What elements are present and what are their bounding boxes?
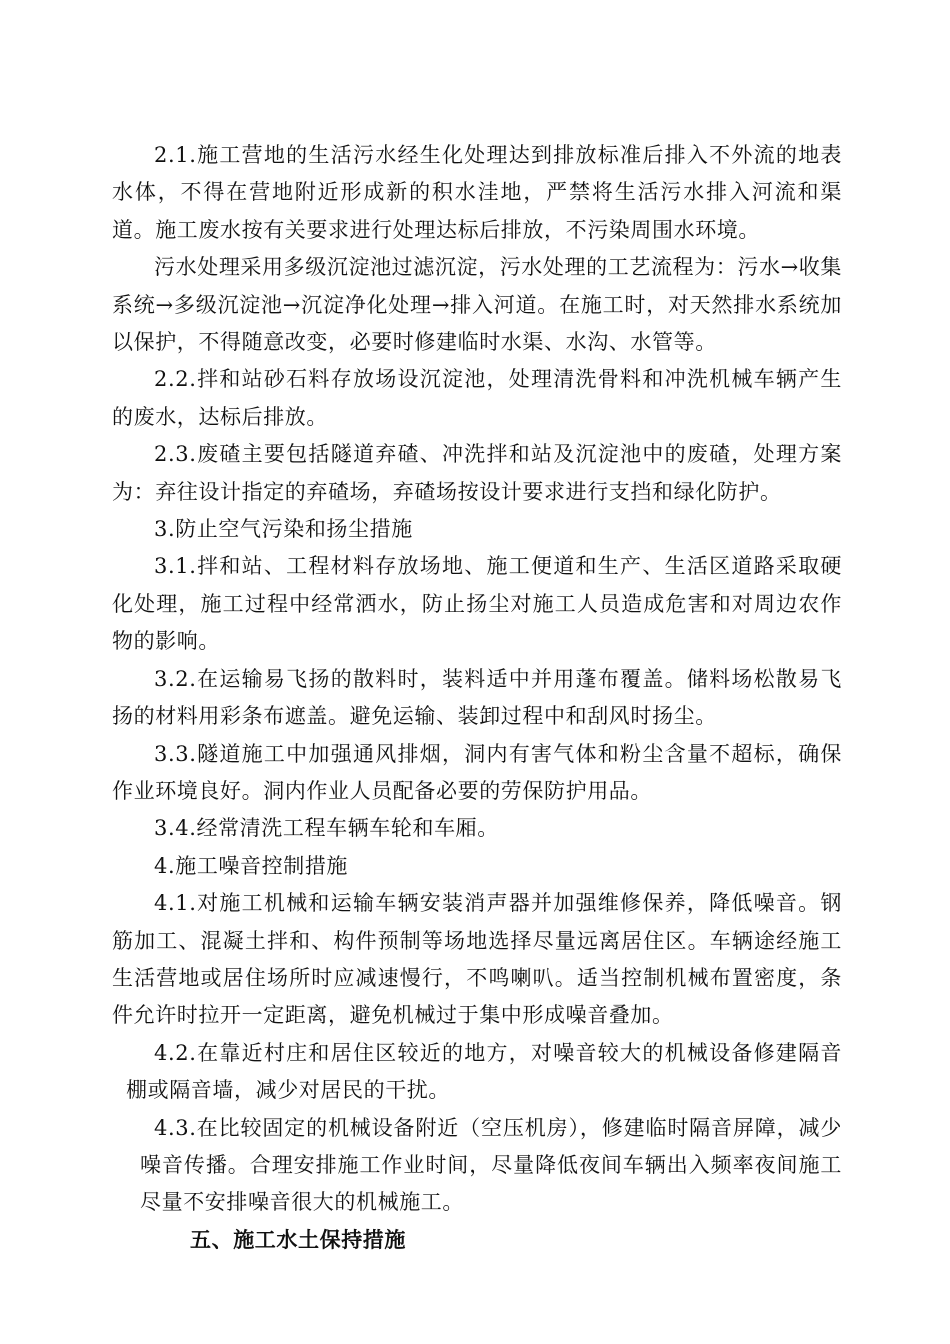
- paragraph-4-3: 4.3.在比较固定的机械设备附近（空压机房），修建临时隔音屏障，减少噪音传播。合理安排施工作业时间，尽量降低夜间车辆出入频率夜间施工尽量不安排噪音很大的机械施工。: [140, 1115, 842, 1215]
- paragraph-4-heading: 4.施工噪音控制措施: [154, 853, 349, 878]
- paragraph-3-3: 3.3.隧道施工中加强通风排烟，洞内有害气体和粉尘含量不超标，确保作业环境良好。洞内作业人员配备必要的劳保防护用品。: [112, 741, 842, 803]
- section-heading: 五、施工水土保持措施: [190, 1227, 406, 1252]
- paragraph-2-2: 2.2.拌和站砂石料存放场设沉淀池，处理清洗骨料和冲洗机械车辆产生的废水，达标后排放。: [112, 367, 842, 429]
- document-body: [112, 137, 842, 1259]
- paragraph-4-2: 4.2.在靠近村庄和居住区较近的地方，对噪音较大的机械设备修建隔音棚或隔音墙，减少对居民的干扰。: [126, 1040, 842, 1103]
- paragraph-2-1: 2.1.施工营地的生活污水经生化处理达到排放标准后排入不外流的地表水体，不得在营地附近形成新的积水洼地，严禁将生活污水排入河流和渠道。施工废水按有关要求进行处理达标后排放，不污染周围水环境。: [112, 143, 842, 242]
- paragraph-3-2: 3.2.在运输易飞扬的散料时，装料适中并用蓬布覆盖。储料场松散易飞扬的材料用彩条布遮盖。避免运输、装卸过程中和刮风时扬尘。: [112, 666, 842, 729]
- paragraph-3-1: 3.1.拌和站、工程材料存放场地、施工便道和生产、生活区道路采取硬化处理，施工过程中经常洒水，防止扬尘对施工人员造成危害和对周边农作物的影响。: [112, 554, 842, 654]
- paragraph-3-heading: 3.防止空气污染和扬尘措施: [154, 517, 413, 542]
- paragraph-sewage-process: 污水处理采用多级沉淀池过滤沉淀，污水处理的工艺流程为：污水→收集系统→多级沉淀池→沉淀净化处理→排入河道。在施工时，对天然排水系统加以保护，不得随意改变，必要时修建临时水渠、水沟、水管等。: [112, 255, 842, 355]
- paragraph-2-3: 2.3.废碴主要包括隧道弃碴、冲洗拌和站及沉淀池中的废碴，处理方案为：弃往设计指定的弃碴场，弃碴场按设计要求进行支挡和绿化防护。: [112, 442, 842, 504]
- paragraph-3-4: 3.4.经常清洗工程车辆车轮和车厢。: [154, 816, 499, 841]
- paragraph-4-1: 4.1.对施工机械和运输车辆安装消声器并加强维修保养，降低噪音。钢筋加工、混凝土拌和、构件预制等场地选择尽量远离居住区。车辆途经施工生活营地或居住场所时应减速慢行，不鸣喇叭。适当控制机械布置密度，条件允许时拉开一定距离，避免机械过于集中形成噪音叠加。: [112, 891, 842, 1028]
